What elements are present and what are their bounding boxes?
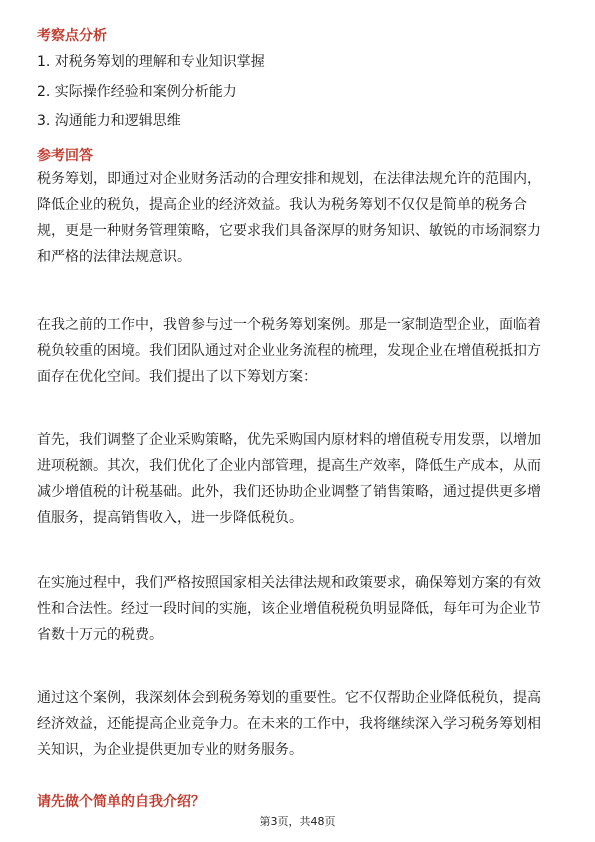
paragraph-line: 性和合法性。经过一段时间的实施，该企业增值税税负明显降低，每年可为企业节 [37,601,541,617]
exam-points-heading: 考察点分析 [37,28,107,44]
paragraph-line: 规，更是一种财务管理策略，它要求我们具备深厚的财务知识、敏锐的市场洞察力 [37,223,541,239]
paragraph-line: 进项税额。其次，我们优化了企业内部管理，提高生产效率，降低生产成本，从而 [37,458,541,474]
paragraph-line: 减少增值税的计税基础。此外，我们还协助企业调整了销售策略，通过提供更多增 [37,484,541,500]
answer-paragraph-1 [37,166,562,270]
paragraph-line: 关知识，为企业提供更加专业的财务服务。 [37,742,303,758]
paragraph-line: 税负较重的困境。我们团队通过对企业业务流程的梳理，发现企业在增值税抵扣方 [37,343,541,359]
reference-answer-heading: 参考回答 [37,148,93,164]
answer-paragraph-5 [37,685,562,763]
exam-point-item: 1. 对税务筹划的理解和专业知识掌握 [37,54,265,70]
paragraph-line: 面存在优化空间。我们提出了以下筹划方案： [37,369,317,385]
paragraph-line: 和严格的法律法规意识。 [37,249,191,265]
paragraph-line: 税务筹划，即通过对企业财务活动的合理安排和规划，在法律法规允许的范围内， [37,171,541,187]
exam-point-item: 3. 沟通能力和逻辑思维 [37,113,181,129]
paragraph-line: 在我之前的工作中，我曾参与过一个税务筹划案例。那是一家制造型企业，面临着 [37,317,541,333]
paragraph-line: 通过这个案例，我深刻体会到税务筹划的重要性。它不仅帮助企业降低税负，提高 [37,690,541,706]
paragraph-line: 省数十万元的税费。 [37,627,163,643]
exam-point-item: 2. 实际操作经验和案例分析能力 [37,84,237,100]
paragraph-line: 值服务，提高销售收入，进一步降低税负。 [37,510,303,526]
paragraph-line: 首先，我们调整了企业采购策略，优先采购国内原材料的增值税专用发票，以增加 [37,432,541,448]
next-question-heading: 请先做个简单的自我介绍？ [37,794,205,810]
answer-paragraph-4 [37,570,562,648]
paragraph-line: 在实施过程中，我们严格按照国家相关法律法规和政策要求，确保筹划方案的有效 [37,575,541,591]
answer-paragraph-2 [37,312,562,390]
paragraph-line: 经济效益，还能提高企业竞争力。在未来的工作中，我将继续深入学习税务筹划相 [37,716,541,732]
answer-paragraph-3 [37,427,562,531]
paragraph-line: 降低企业的税负，提高企业的经济效益。我认为税务筹划不仅仅是简单的税务合 [37,197,527,213]
page-number: 第3页，共48页 [259,815,336,828]
